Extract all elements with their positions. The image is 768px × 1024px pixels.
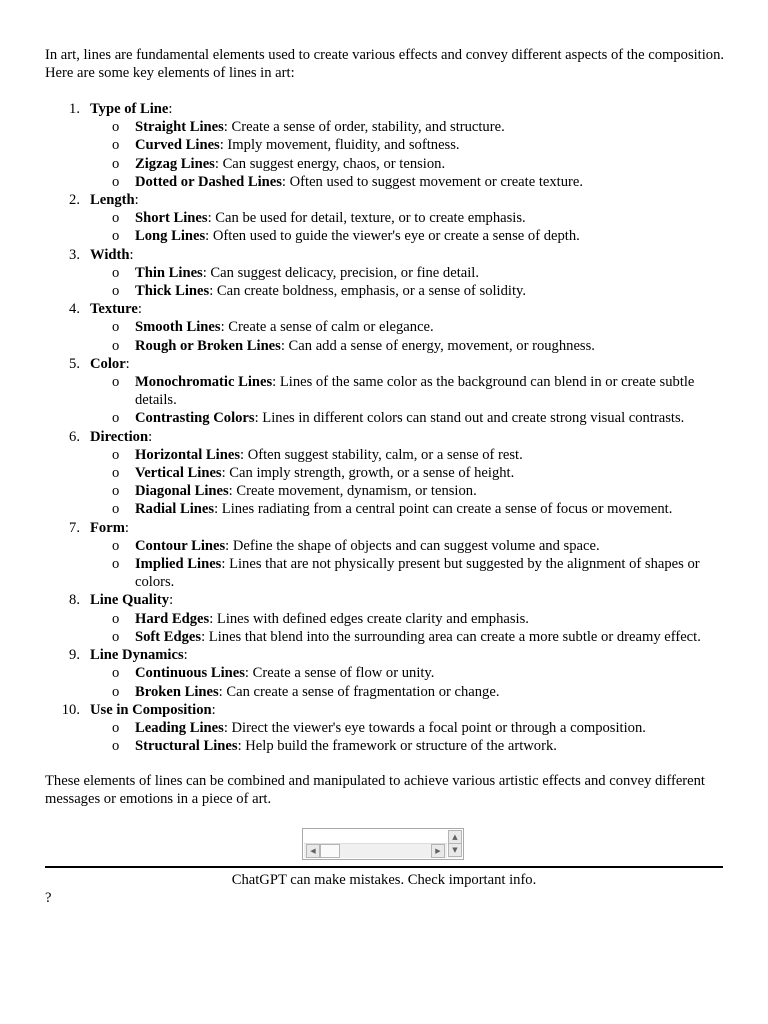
scroll-up-icon[interactable]: ▲ — [448, 830, 462, 844]
circle-bullet-icon: o — [112, 446, 120, 463]
term: Continuous Lines — [135, 665, 245, 682]
circle-bullet-icon: o — [112, 173, 120, 190]
sub-list — [90, 264, 735, 300]
list-item: 2. Length: o Short Lines: Can be used for detail, texture, or to create emphasis. o Long Lines: Often used to guide the viewer's eye or create a sense of depth. — [45, 191, 735, 246]
sub-list — [90, 446, 735, 519]
sub-list — [90, 209, 735, 245]
line-elements-list — [45, 100, 735, 755]
term: Thin Lines — [135, 264, 203, 281]
term-description: : Can suggest energy, chaos, or tension. — [214, 155, 446, 172]
term: Soft Edges — [135, 628, 202, 645]
term-description: : Can suggest delicacy, precision, or fine detail. — [202, 264, 479, 281]
term-description: : Can create a sense of fragmentation or change. — [218, 683, 500, 700]
term-description: : Help build the framework or structure of the artwork. — [237, 738, 557, 755]
intro-paragraph: In art, lines are fundamental elements used to create various effects and convey different aspects of the composition. Here are some key elements of lines in art: — [45, 47, 725, 82]
sub-list — [90, 537, 735, 592]
disclaimer-text: ChatGPT can make mistakes. Check important info. — [231, 872, 537, 888]
term-description: : Lines that are not physically present but suggested by the alignment of shapes or colors. — [135, 556, 700, 591]
scroll-thumb[interactable] — [320, 844, 340, 858]
term-description: : Can add a sense of energy, movement, or roughness. — [280, 337, 595, 354]
list-item: 4. Texture: o Smooth Lines: Create a sense of calm or elegance. o Rough or Broken Lines: Can add a sense of energy, movement, or roughness. — [45, 300, 735, 355]
term-description: : Lines radiating from a central point can create a sense of focus or movement. — [214, 501, 673, 518]
term-description: : Often used to guide the viewer's eye or create a sense of depth. — [205, 228, 580, 245]
conclusion-paragraph: These elements of lines can be combined and manipulated to achieve various artistic effects and convey different messages or emotions in a piece of art. — [45, 773, 705, 808]
term: Zigzag Lines — [135, 155, 215, 172]
sub-list-item — [90, 136, 735, 154]
term: Structural Lines — [135, 738, 238, 755]
sub-list-item — [90, 737, 735, 755]
section-title: Form — [90, 519, 125, 536]
circle-bullet-icon: o — [112, 628, 120, 645]
sub-list-item — [90, 537, 735, 555]
circle-bullet-icon: o — [112, 683, 120, 700]
term-description: : Create a sense of calm or elegance. — [220, 319, 434, 336]
term: Short Lines — [135, 210, 208, 227]
term: Radial Lines — [135, 501, 215, 518]
term-description: : Create movement, dynamism, or tension. — [228, 483, 477, 500]
list-number: 4. — [69, 301, 80, 318]
sub-list-item — [90, 664, 735, 682]
circle-bullet-icon: o — [112, 465, 120, 482]
scroll-widget[interactable] — [302, 828, 464, 860]
sub-list-item — [90, 173, 735, 191]
circle-bullet-icon: o — [112, 337, 120, 354]
term-description: : Lines of the same color as the background can blend in or create subtle details. — [135, 374, 695, 409]
list-number: 2. — [69, 192, 80, 209]
section-title: Color — [90, 355, 126, 372]
circle-bullet-icon: o — [112, 210, 120, 227]
term: Broken Lines — [135, 683, 219, 700]
term: Dotted or Dashed Lines — [135, 173, 282, 190]
sub-list-item — [90, 409, 735, 427]
section-title: Use in Composition — [90, 701, 212, 718]
circle-bullet-icon: o — [112, 665, 120, 682]
sub-list-item — [90, 500, 735, 518]
term: Horizontal Lines — [135, 446, 240, 463]
list-item: 5. Color: o Monochromatic Lines: Lines of the same color as the background can blend in or create subtle details. o Contrasting Colors: Lines in different colors can stand out and create strong visual contrasts. — [45, 355, 735, 428]
list-item: 7. Form: o Contour Lines: Define the shape of objects and can suggest volume and space. o Implied Lines: Lines that are not physically present but suggested by the alignment of shapes or colors. — [45, 519, 735, 592]
sub-list-item — [90, 610, 735, 628]
sub-list-item — [90, 227, 735, 245]
term: Long Lines — [135, 228, 206, 245]
sub-list — [90, 373, 735, 428]
sub-list-item — [90, 683, 735, 701]
sub-list-item — [90, 209, 735, 227]
list-item: 10. Use in Composition: o Leading Lines: Direct the viewer's eye towards a focal point or through a composition. o Structural Lines: Help build the framework or structure of the artwork. — [45, 701, 735, 756]
vertical-scrollbar[interactable] — [448, 830, 462, 858]
circle-bullet-icon: o — [112, 537, 120, 554]
horizontal-scrollbar[interactable] — [304, 843, 447, 858]
list-number: 1. — [69, 101, 80, 117]
circle-bullet-icon: o — [112, 738, 120, 755]
term-description: : Lines that blend into the surrounding area can create a more subtle or dreamy effect. — [201, 628, 701, 645]
term-description: : Often used to suggest movement or create texture. — [281, 173, 584, 190]
list-item: 6. Direction: o Horizontal Lines: Often suggest stability, calm, or a sense of rest. o Vertical Lines: Can imply strength, growth, or a sense of height. o Diagonal Lines: Create movement, dynamism, or tension. o Radial Lines: Lines radiating from a central point can create a sense of focus or movement. — [45, 428, 735, 519]
list-number: 6. — [69, 428, 80, 445]
trailing-question-mark: ? — [45, 890, 52, 906]
term: Monochromatic Lines — [135, 374, 273, 391]
scroll-right-icon[interactable]: ▶ — [431, 844, 445, 858]
list-item: 3. Width: o Thin Lines: Can suggest delicacy, precision, or fine detail. o Thick Lines: Can create boldness, emphasis, or a sense of solidity. — [45, 246, 735, 301]
term: Hard Edges — [135, 610, 210, 627]
circle-bullet-icon: o — [112, 501, 120, 518]
list-number: 10. — [61, 701, 80, 718]
circle-bullet-icon: o — [112, 483, 120, 500]
circle-bullet-icon: o — [112, 228, 120, 245]
term: Vertical Lines — [135, 465, 222, 482]
sub-list-item — [90, 318, 735, 336]
term: Curved Lines — [135, 137, 220, 154]
sub-list — [90, 610, 735, 646]
sub-list-item — [90, 464, 735, 482]
term: Leading Lines — [135, 719, 224, 736]
section-title: Width — [90, 246, 130, 263]
sub-list-item — [90, 719, 735, 737]
section-title: Type of Line — [90, 101, 169, 117]
section-title: Line Quality — [90, 592, 170, 609]
circle-bullet-icon: o — [112, 319, 120, 336]
list-number: 7. — [69, 519, 80, 536]
term: Contrasting Colors — [135, 410, 255, 427]
term: Smooth Lines — [135, 319, 221, 336]
circle-bullet-icon: o — [112, 283, 120, 300]
term: Implied Lines — [135, 556, 222, 573]
sub-list — [90, 118, 735, 191]
term: Rough or Broken Lines — [135, 337, 281, 354]
term-description: : Can create boldness, emphasis, or a sense of solidity. — [209, 283, 527, 300]
section-title: Texture — [90, 301, 138, 318]
term-description: : Imply movement, fluidity, and softness. — [219, 137, 460, 154]
term-description: : Lines with defined edges create clarity and emphasis. — [209, 610, 529, 627]
sub-list — [90, 719, 735, 755]
term: Thick Lines — [135, 283, 210, 300]
section-title: Length — [90, 192, 135, 209]
footer-divider — [45, 866, 723, 868]
sub-list-item — [90, 282, 735, 300]
list-number: 5. — [69, 355, 80, 372]
term-description: : Often suggest stability, calm, or a sense of rest. — [240, 446, 523, 463]
term: Contour Lines — [135, 537, 226, 554]
scroll-down-icon[interactable]: ▼ — [448, 843, 462, 857]
sub-list-item — [90, 264, 735, 282]
term-description: : Can be used for detail, texture, or to create emphasis. — [207, 210, 526, 227]
section-title: Direction — [90, 428, 149, 445]
term-description: : Define the shape of objects and can suggest volume and space. — [225, 537, 600, 554]
scroll-left-icon[interactable]: ◀ — [306, 844, 320, 858]
sub-list-item — [90, 446, 735, 464]
sub-list-item — [90, 628, 735, 646]
list-item: 8. Line Quality: o Hard Edges: Lines with defined edges create clarity and emphasis. o Soft Edges: Lines that blend into the surrounding area can create a more subtle or dreamy effect. — [45, 591, 735, 646]
circle-bullet-icon: o — [112, 155, 120, 172]
sub-list-item — [90, 373, 735, 409]
sub-list-item — [90, 118, 735, 136]
circle-bullet-icon: o — [112, 610, 120, 627]
list-item: 1. Type of Line: o Straight Lines: Create a sense of order, stability, and structure. o Curved Lines: Imply movement, fluidity, and softness. o Zigzag Lines: Can suggest energy, chaos, or tension. o Dotted or Dashed Lines: Often used to suggest movement or create texture. — [45, 100, 735, 191]
circle-bullet-icon: o — [112, 264, 120, 281]
term-description: : Create a sense of flow or unity. — [244, 665, 435, 682]
list-item: 9. Line Dynamics: o Continuous Lines: Create a sense of flow or unity. o Broken Lines: Can create a sense of fragmentation or change. — [45, 646, 735, 701]
term-description: : Lines in different colors can stand out and create strong visual contrasts. — [254, 410, 685, 427]
list-number: 3. — [69, 246, 80, 263]
term: Straight Lines — [135, 119, 224, 136]
circle-bullet-icon: o — [112, 119, 120, 136]
term-description: : Can imply strength, growth, or a sense of height. — [221, 465, 515, 482]
term-description: : Direct the viewer's eye towards a focal point or through a composition. — [223, 719, 646, 736]
list-number: 8. — [69, 592, 80, 609]
sub-list-item — [90, 555, 735, 591]
section-title: Line Dynamics — [90, 647, 184, 664]
sub-list-item — [90, 155, 735, 173]
circle-bullet-icon: o — [112, 137, 120, 154]
circle-bullet-icon: o — [112, 556, 120, 573]
sub-list — [90, 664, 735, 700]
sub-list-item — [90, 337, 735, 355]
list-number: 9. — [69, 647, 80, 664]
sub-list-item — [90, 482, 735, 500]
term-description: : Create a sense of order, stability, and structure. — [223, 119, 505, 136]
circle-bullet-icon: o — [112, 374, 120, 391]
term: Diagonal Lines — [135, 483, 229, 500]
circle-bullet-icon: o — [112, 719, 120, 736]
sub-list — [90, 318, 735, 354]
circle-bullet-icon: o — [112, 410, 120, 427]
